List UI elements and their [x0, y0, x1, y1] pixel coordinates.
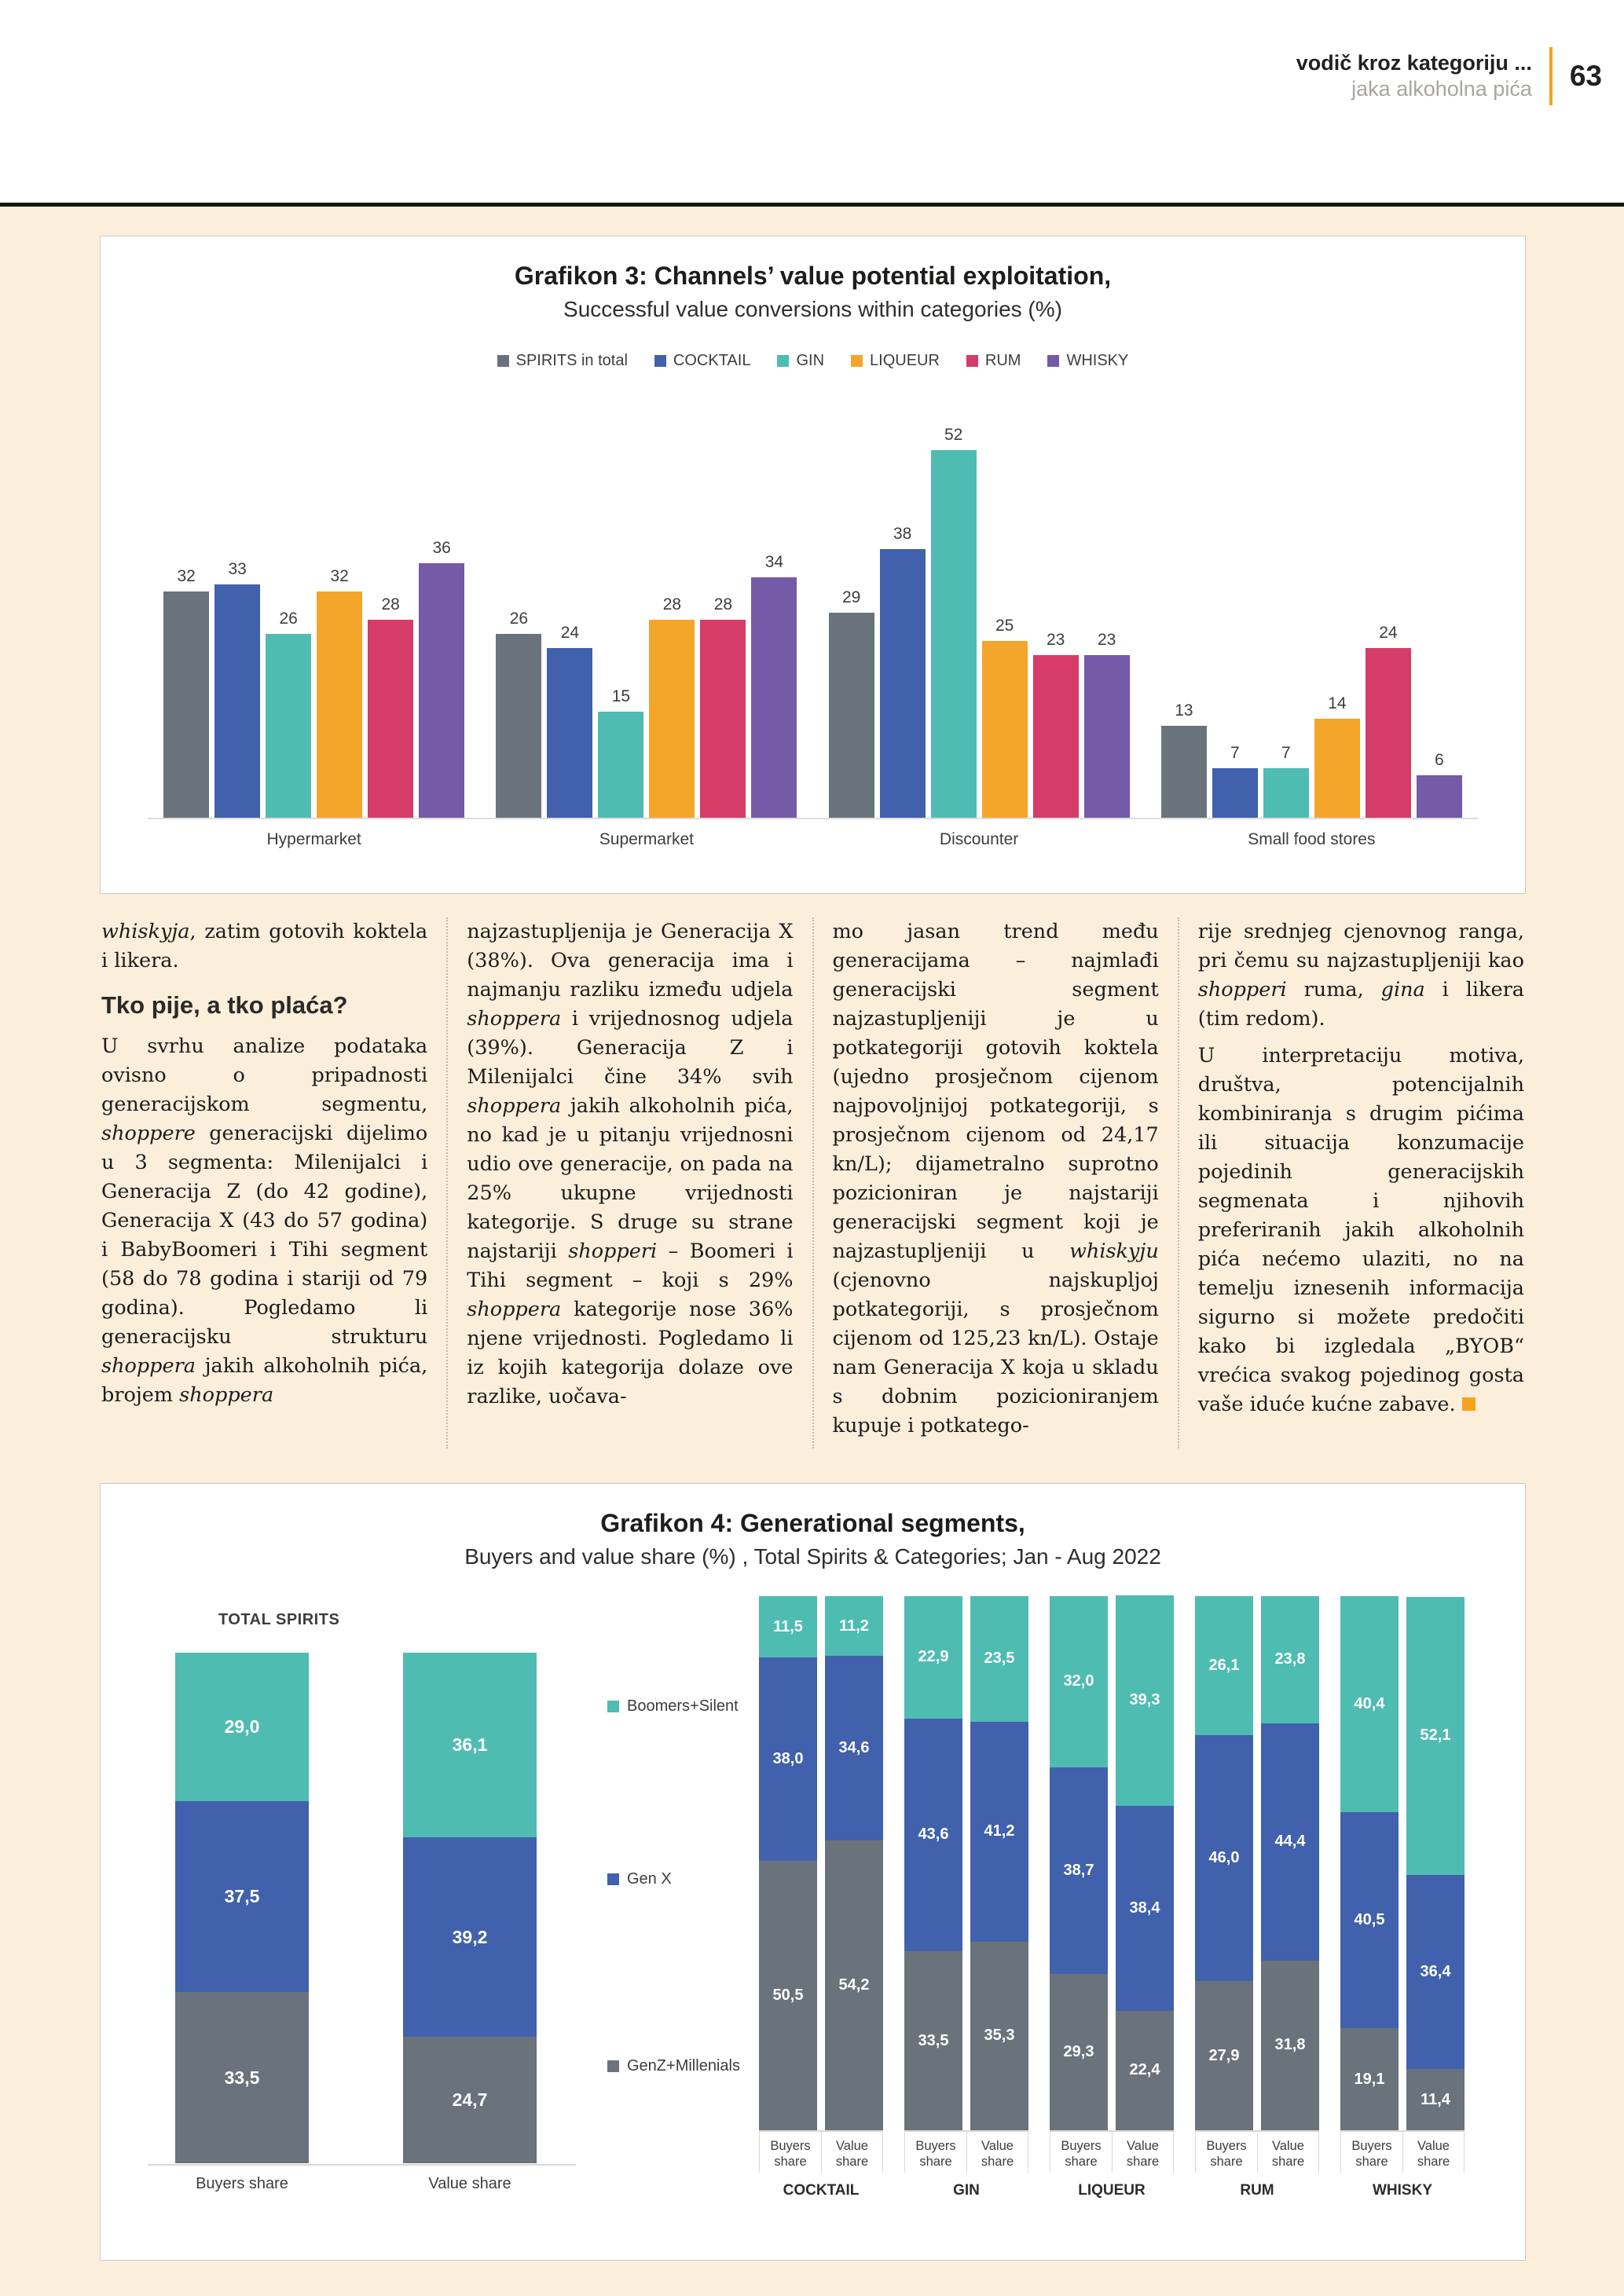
article-column	[100, 917, 446, 1448]
bar	[163, 591, 209, 818]
segment-value: 39,2	[452, 1926, 488, 1947]
bar-wrap	[1263, 744, 1309, 818]
category-group	[904, 1595, 1028, 2199]
legend-swatch	[777, 355, 789, 367]
bar-value-label: 28	[662, 595, 682, 613]
bar-label: Value share	[966, 2132, 1028, 2173]
legend-swatch	[851, 355, 863, 367]
header-accent-divider	[1549, 47, 1553, 105]
segment-value: 40,5	[1354, 1910, 1385, 1928]
legend-swatch	[607, 2060, 619, 2072]
stacked-bar	[403, 1653, 537, 2163]
bar	[1161, 726, 1207, 818]
category-label: Discounter	[939, 830, 1019, 848]
bar-wrap	[880, 525, 926, 818]
bar-wrap	[496, 610, 541, 818]
stacked-bar	[904, 1596, 962, 2130]
category-name: RUM	[1240, 2182, 1274, 2199]
bar	[1084, 655, 1130, 818]
bar-value-label: 14	[1328, 694, 1347, 712]
bar	[829, 613, 874, 818]
bar-wrap	[317, 567, 362, 818]
legend-swatch	[966, 355, 978, 367]
total-axis-line	[148, 2164, 576, 2166]
bar	[982, 641, 1028, 818]
segment-value: 34,6	[838, 1739, 870, 1757]
category-bar-labels	[1195, 2130, 1319, 2173]
segment-boomers_silent	[1261, 1596, 1319, 1723]
segment-gen_x	[825, 1656, 883, 1840]
segment-value: 36,4	[1420, 1963, 1451, 1981]
total-spirits-label: TOTAL SPIRITS	[218, 1611, 340, 1628]
segment-value: 11,4	[1421, 2090, 1450, 2108]
segment-genz_millenials	[175, 1992, 309, 2163]
legend-label: GIN	[796, 352, 825, 369]
bar-label: Buyers share	[759, 2132, 821, 2173]
stacked-bar	[825, 1596, 883, 2130]
bar-label: Value share	[1257, 2132, 1319, 2173]
segment-genz_millenials	[825, 1840, 883, 2130]
category-bars	[759, 1595, 883, 2130]
legend-item	[497, 352, 628, 370]
segment-genz_millenials	[904, 1951, 962, 2130]
segment-value: 41,2	[984, 1822, 1015, 1840]
bar-group	[148, 401, 480, 818]
bar	[1033, 655, 1079, 818]
article-column	[446, 917, 812, 1448]
segment-genz_millenials	[403, 2037, 537, 2163]
bar-label: Value share	[428, 2175, 511, 2192]
segment-gen_x	[1340, 1812, 1399, 2028]
bar-value-label: 25	[995, 617, 1014, 635]
bar	[368, 620, 413, 818]
segment-value: 38,4	[1129, 1899, 1160, 1917]
segment-value: 27,9	[1208, 2046, 1240, 2064]
bar-wrap	[829, 588, 874, 818]
bar-value-label: 13	[1175, 701, 1193, 720]
segment-gen_x	[1116, 1806, 1174, 2011]
bar	[598, 712, 643, 818]
legend-item	[607, 1870, 672, 1888]
segment-boomers_silent	[175, 1653, 309, 1801]
bar	[1314, 719, 1360, 818]
bar	[214, 584, 260, 818]
segment-value: 32,0	[1063, 1672, 1094, 1690]
segment-boomers_silent	[970, 1596, 1028, 1722]
bar	[700, 620, 746, 818]
legend-label: LIQUEUR	[870, 352, 940, 369]
bar	[880, 549, 926, 818]
segment-boomers_silent	[1116, 1595, 1174, 1805]
legend-item	[654, 352, 751, 370]
bar-value-label: 29	[841, 588, 861, 606]
bar-value-label: 23	[1046, 631, 1065, 649]
page-number: 63	[1569, 60, 1602, 92]
segment-genz_millenials	[1340, 2028, 1399, 2130]
segment-value: 11,2	[839, 1617, 869, 1635]
bar	[1417, 775, 1462, 818]
category-bar-labels	[759, 2130, 883, 2173]
bar-value-label: 36	[432, 539, 451, 557]
bar-value-label: 6	[1435, 751, 1444, 769]
segment-value: 29,0	[224, 1716, 260, 1737]
segment-value: 23,5	[984, 1650, 1015, 1668]
legend-item	[777, 352, 824, 370]
segment-value: 43,6	[918, 1825, 949, 1844]
category-bars	[1050, 1595, 1174, 2130]
category-group	[759, 1595, 883, 2199]
legend-swatch	[607, 1701, 619, 1712]
stacked-bar	[1406, 1597, 1465, 2130]
bar-wrap	[598, 687, 643, 818]
bar-label: Buyers share	[904, 2132, 966, 2173]
bar	[1263, 768, 1309, 818]
segment-value: 19,1	[1354, 2070, 1385, 2088]
bar-group	[813, 401, 1146, 818]
segment-value: 33,5	[224, 2067, 260, 2088]
bar	[266, 634, 311, 818]
kicker-line-bold: vodič kroz kategoriju ...	[1296, 51, 1532, 75]
segment-value: 46,0	[1208, 1849, 1240, 1867]
kicker-line-light: jaka alkoholna pića	[1351, 77, 1532, 101]
segment-genz_millenials	[1050, 1974, 1108, 2130]
segment-gen_x	[759, 1657, 817, 1860]
category-bars	[1340, 1595, 1465, 2130]
header-kicker	[1296, 50, 1532, 102]
bar-value-label: 28	[713, 595, 733, 613]
category-label: Hypermarket	[266, 830, 361, 848]
legend-label: WHISKY	[1066, 352, 1129, 369]
legend-swatch	[607, 1873, 619, 1885]
legend-label: COCKTAIL	[673, 352, 751, 369]
bar-value-label: 28	[381, 595, 400, 613]
bar-wrap	[163, 567, 209, 818]
category-group	[1195, 1595, 1319, 2199]
stacked-bar	[1340, 1596, 1399, 2130]
bar-wrap	[1212, 744, 1258, 818]
bar-value-label: 23	[1097, 631, 1116, 649]
stacked-bar	[175, 1653, 309, 2163]
total-bar-labels	[175, 2175, 537, 2193]
chart3-plot	[148, 401, 1478, 819]
chart4-subtitle: Buyers and value share (%) , Total Spirits & Categories; Jan - Aug 2022	[464, 1544, 1161, 1569]
bar-value-label: 26	[509, 610, 529, 628]
chart4-category-area	[759, 1595, 1465, 2199]
segment-boomers_silent	[403, 1653, 537, 1837]
bar-label: Buyers share	[1195, 2132, 1257, 2173]
bar-value-label: 15	[611, 687, 631, 705]
paragraph: whiskyja, zatim gotovih koktela i likera.	[101, 920, 428, 972]
bar-label: Value share	[821, 2132, 883, 2173]
category-bar-labels	[904, 2130, 1028, 2173]
segment-gen_x	[1050, 1767, 1108, 1974]
segment-value: 54,2	[838, 1976, 870, 1994]
bar-group	[1146, 401, 1478, 818]
category-label: Small food stores	[1248, 830, 1376, 848]
bar	[1212, 768, 1258, 818]
section-heading: Tko pije, a tko plaća?	[101, 991, 348, 1019]
bar	[931, 450, 977, 818]
segment-value: 11,5	[773, 1617, 803, 1635]
bar-wrap	[700, 595, 746, 818]
segment-value: 35,3	[984, 2027, 1015, 2045]
segment-value: 52,1	[1420, 1727, 1451, 1745]
segment-value: 22,4	[1129, 2061, 1160, 2079]
bar-wrap	[1161, 701, 1207, 818]
legend-swatch	[1047, 355, 1059, 367]
category-group	[1340, 1595, 1465, 2199]
legend-item	[607, 1697, 739, 1716]
segment-boomers_silent	[904, 1596, 962, 1719]
bar-wrap	[1314, 694, 1360, 818]
chart4-panel	[100, 1483, 1526, 2261]
segment-value: 44,4	[1274, 1833, 1306, 1851]
segment-value: 38,7	[1063, 1861, 1094, 1879]
segment-value: 38,0	[772, 1749, 804, 1767]
bar-label: Buyers share	[1050, 2132, 1112, 2173]
category-name: WHISKY	[1373, 2182, 1432, 2199]
bar-wrap	[368, 595, 413, 818]
segment-gen_x	[970, 1722, 1028, 1942]
bar	[496, 634, 541, 818]
bar-value-label: 32	[177, 567, 196, 585]
legend-label: RUM	[984, 352, 1021, 369]
segment-genz_millenials	[1261, 1961, 1319, 2130]
stacked-bar	[1116, 1595, 1174, 2130]
bar-wrap	[982, 617, 1028, 818]
segment-boomers_silent	[1195, 1596, 1253, 1735]
stacked-bar	[1050, 1596, 1108, 2130]
paragraph: rije srednjeg cjenovnog ranga, pri čemu su najzastupljeniji kao shopperi ruma, gina i likera (tim redom).	[1197, 920, 1524, 1031]
segment-gen_x	[1195, 1735, 1253, 1981]
segment-genz_millenials	[1406, 2069, 1465, 2130]
bar-group	[480, 401, 812, 818]
category-bar-labels	[1050, 2130, 1174, 2173]
bar-wrap	[649, 595, 695, 818]
bar-value-label: 34	[764, 553, 784, 571]
category-name: COCKTAIL	[783, 2182, 860, 2199]
bar-label: Value share	[1402, 2132, 1465, 2173]
bar	[649, 620, 695, 818]
segment-value: 33,5	[918, 2031, 949, 2049]
bar-label: Value share	[1112, 2132, 1174, 2173]
bar-label: Buyers share	[196, 2175, 288, 2192]
bar-wrap	[931, 426, 977, 818]
chart3-categories	[148, 819, 1478, 849]
bar-wrap	[1417, 751, 1462, 818]
category-bars	[904, 1595, 1028, 2130]
bar	[547, 648, 592, 818]
legend-item	[966, 352, 1021, 370]
category-bar-labels	[1340, 2130, 1465, 2173]
bar-value-label: 7	[1281, 744, 1291, 762]
bar-wrap	[1033, 631, 1079, 818]
segment-genz_millenials	[1116, 2011, 1174, 2130]
paragraph: mo jasan trend među generacijama – najmlađi generacijski segment najzastupljeniji je u potkategoriji gotovih koktela (ujedno prosječnom cijenom najpovoljnijoj potkategoriji, s prosječnom cijenom od 24,17 kn/L); dijametralno suprotno pozicioniran je najstariji generacijski segment koji je najzastupljeniji u whiskyju (cjenovno najskupljoj potkategoriji, s prosječnom cijenom od 125,23 kn/L). Ostaje nam Generacija X koja u skladu s dobnim pozicioniranjem kupuje i potkatego-	[832, 920, 1159, 1437]
segment-value: 39,3	[1129, 1691, 1160, 1709]
legend-label: SPIRITS in total	[515, 352, 628, 369]
category-name: LIQUEUR	[1078, 2182, 1146, 2199]
article-column	[1178, 917, 1526, 1448]
bar-wrap	[214, 560, 260, 818]
chart3-panel	[100, 236, 1526, 894]
segment-value: 22,9	[918, 1648, 949, 1666]
category-name: GIN	[953, 2182, 980, 2199]
article-column	[812, 917, 1178, 1448]
segment-value: 29,3	[1063, 2042, 1094, 2060]
segment-value: 24,7	[452, 2089, 488, 2111]
category-bars	[1195, 1595, 1319, 2130]
bar-wrap	[1366, 624, 1411, 818]
segment-gen_x	[904, 1719, 962, 1951]
legend-item	[851, 352, 940, 370]
bar	[751, 577, 797, 818]
legend-label: Gen X	[627, 1870, 672, 1888]
legend-item	[1047, 352, 1128, 370]
bar-value-label: 24	[1379, 624, 1398, 642]
legend-label: GenZ+Millenials	[627, 2057, 740, 2074]
segment-genz_millenials	[759, 1861, 817, 2130]
segment-boomers_silent	[1340, 1596, 1399, 1812]
segment-value: 40,4	[1354, 1694, 1385, 1712]
chart3-legend	[101, 352, 1525, 370]
segment-boomers_silent	[759, 1596, 817, 1657]
legend-swatch	[654, 355, 666, 367]
bar	[1366, 648, 1411, 818]
segment-gen_x	[1406, 1875, 1465, 2070]
bar-label: Buyers share	[1340, 2132, 1402, 2173]
chart4-groups	[759, 1595, 1465, 2199]
segment-gen_x	[175, 1801, 309, 1993]
page-header	[1296, 47, 1602, 105]
legend-item	[607, 2057, 740, 2075]
category-group	[1050, 1595, 1174, 2199]
bar-value-label: 7	[1230, 744, 1240, 762]
total-bars	[175, 1653, 537, 2163]
chart3-title: Grafikon 3: Channels’ value potential exploitation,	[514, 262, 1112, 290]
chart3-subtitle: Successful value conversions within categories (%)	[563, 297, 1062, 321]
bar-wrap	[751, 553, 797, 818]
segment-boomers_silent	[825, 1596, 883, 1656]
header-rule	[0, 203, 1624, 207]
bar-wrap	[419, 539, 464, 818]
bar-value-label: 52	[944, 426, 963, 444]
segment-value: 36,1	[452, 1734, 488, 1755]
bar-wrap	[266, 610, 311, 818]
bar-value-label: 24	[560, 624, 580, 642]
segment-gen_x	[1261, 1723, 1319, 1961]
segment-genz_millenials	[1195, 1981, 1253, 2130]
bar-value-label: 38	[893, 525, 912, 543]
bar-wrap	[547, 624, 592, 818]
segment-value: 37,5	[224, 1885, 260, 1906]
stacked-bar	[1195, 1596, 1253, 2130]
segment-value: 50,5	[772, 1986, 804, 2004]
bar	[419, 563, 464, 818]
end-mark	[1462, 1397, 1476, 1411]
bar-value-label: 32	[330, 567, 349, 585]
chart4-title: Grafikon 4: Generational segments,	[600, 1509, 1025, 1537]
stacked-bar	[1261, 1596, 1319, 2130]
segment-value: 31,8	[1274, 2036, 1306, 2054]
legend-label: Boomers+Silent	[627, 1697, 739, 1715]
article-columns	[100, 917, 1526, 1448]
category-label: Supermarket	[599, 830, 694, 848]
segment-boomers_silent	[1050, 1596, 1108, 1767]
segment-value: 23,8	[1274, 1650, 1306, 1668]
bar-value-label: 33	[228, 560, 247, 578]
segment-genz_millenials	[970, 1942, 1028, 2130]
segment-gen_x	[403, 1837, 537, 2038]
legend-swatch	[497, 355, 509, 367]
paragraph: U svrhu analize podataka ovisno o pripadnosti generacijskom segmentu, shoppere generacijski dijelimo u 3 segmenta: Milenijalci i Generacija Z (do 42 godine), Generacija X (43 do 57 godina) i BabyBoomeri i Tihi segment (58 do 78 godina i stariji od 79 godina). Pogledamo li generacijsku strukturu shoppera jakih alkoholnih pića, brojem shoppera	[101, 1034, 428, 1407]
stacked-bar	[759, 1596, 817, 2130]
bar-wrap	[1084, 631, 1130, 818]
paragraph: U interpretaciju motiva, društva, potencijalnih kombiniranja s drugim pićima ili situacija konzumacije pojedinih generacijskih segmenata i njihovih preferiranih jakih alkoholnih pića nećemo ulaziti, no na temelju iznesenih informacija sigurno si možete predočiti kako bi izgledala „BYOB“ vrećica svakog pojedinog gosta vaše iduće kućne zabave.	[1197, 1044, 1524, 1416]
paragraph: najzastupljenija je Generacija X (38%). Ova generacija ima i najmanju razliku između udjela shoppera i vrijednosnog udjela (39%). Generacija Z i Milenijalci čine 34% svih shoppera jakih alkoholnih pića, no kad je u pitanju vrijednosni udio ove generacije, on pada na 25% ukupne vrijednosti kategorije. S druge su strane najstariji shopperi – Boomeri i Tihi segment – koji s 29% shoppera kategorije nose 36% njene vrijednosti. Pogledamo li iz kojih kategorija dolaze ove razlike, uočava-	[467, 920, 794, 1408]
segment-boomers_silent	[1406, 1597, 1465, 1875]
bar	[317, 591, 362, 818]
bar-value-label: 26	[279, 610, 298, 628]
stacked-bar	[970, 1596, 1028, 2130]
segment-value: 26,1	[1208, 1657, 1240, 1675]
